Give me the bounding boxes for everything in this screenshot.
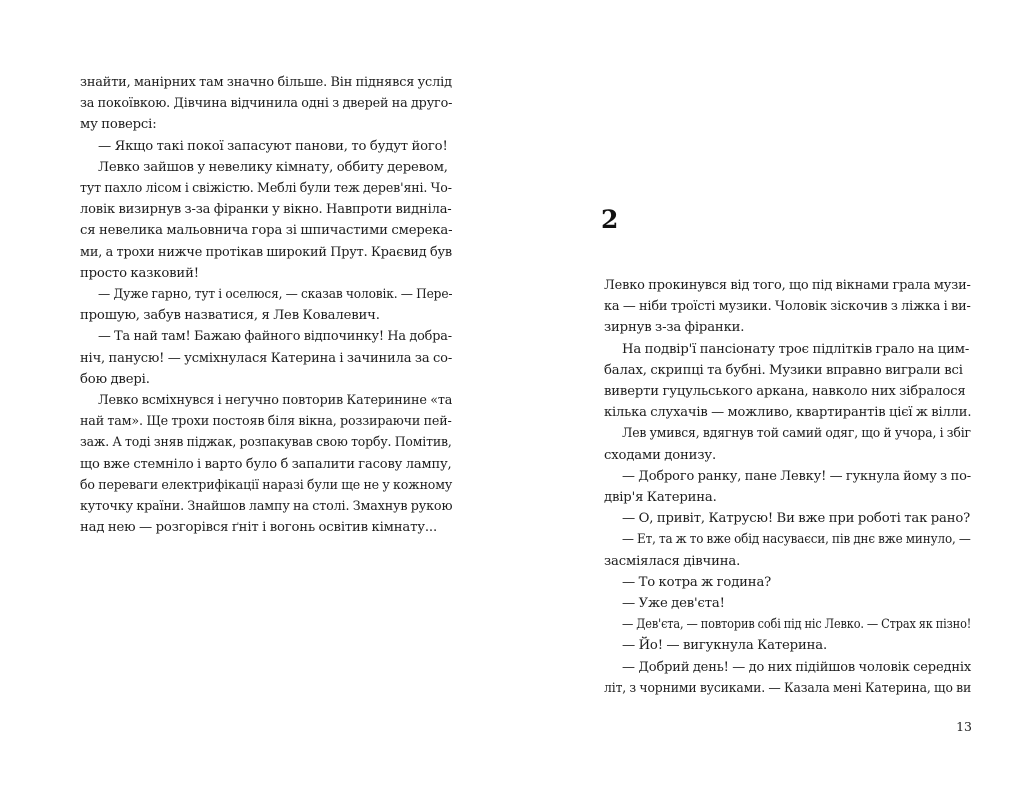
right-page-text bbox=[604, 275, 971, 699]
text-line: що вже стемніло і варто було б запалити гасову лампу, bbox=[80, 456, 452, 472]
text-line: ся невелика мальовнича гора зі шпичастими смерека- bbox=[80, 223, 453, 239]
text-line: ка — ніби троїсті музики. Чоловік зіскочив з ліжка і ви- bbox=[604, 299, 971, 315]
text-line: бою двері. bbox=[80, 371, 150, 387]
text-line: заж. А тоді зняв піджак, розпакував свою торбу. Помітив, bbox=[80, 435, 452, 451]
text-line: — Доброго ранку, пане Левку! — гукнула йому з по- bbox=[622, 468, 971, 484]
text-line: — Якщо такі покої запасуют панови, то будут його! bbox=[98, 138, 448, 154]
text-line: Левко зайшов у невелику кімнату, оббиту деревом, bbox=[98, 159, 448, 175]
text-line: зирнув з-за фіранки. bbox=[604, 320, 745, 336]
text-line: сходами донизу. bbox=[604, 447, 717, 463]
chapter-number: 2 bbox=[601, 205, 619, 234]
text-line: засміялася дівчина. bbox=[604, 553, 741, 569]
text-line: виверти гуцульського аркана, навколо них зібралося bbox=[604, 384, 966, 400]
text-line: куточку країни. Знайшов лампу на столі. Змахнув рукою bbox=[80, 499, 453, 515]
text-line: — То котра ж година? bbox=[622, 574, 772, 590]
text-line: бо переваги електрифікації наразі були ще не у кожному bbox=[80, 477, 453, 493]
text-line: ловік визирнув з-за фіранки у вікно. Навпроти видніла- bbox=[80, 202, 452, 218]
text-line: — Добрий день! — до них підійшов чоловік середніх bbox=[622, 659, 972, 675]
text-line: — Йо! — вигукнула Катерина. bbox=[622, 638, 827, 654]
text-line: знайти, манірних там значно більше. Він піднявся услід bbox=[80, 75, 452, 90]
text-line: кілька слухачів — можливо, квартирантів цієї ж вілли. bbox=[604, 405, 972, 421]
text-line: Левко прокинувся від того, що під вікнами грала музи- bbox=[604, 278, 971, 293]
text-line: Лев умився, вдягнув той самий одяг, що й учора, і збіг bbox=[622, 426, 971, 442]
text-line: тут пахло лісом і свіжістю. Меблі були теж дерев'яні. Чо- bbox=[80, 181, 452, 197]
left-page-text bbox=[80, 72, 452, 538]
text-line: най там». Ще трохи постояв біля вікна, роззираючи пей- bbox=[80, 414, 452, 430]
text-line: літ, з чорними вусиками. — Казала мені Катерина, що ви bbox=[604, 680, 972, 696]
text-line: — Уже дев'єта! bbox=[622, 596, 725, 612]
text-line: за покоївкою. Дівчина відчинила одні з дверей на друго- bbox=[80, 96, 453, 112]
text-line: над нею — розгорівся ґніт і вогонь освітив кімнату... bbox=[80, 520, 437, 536]
text-line: На подвір'ї пансіонату троє підлітків грало на цим- bbox=[622, 341, 970, 357]
text-line: — Дуже гарно, тут і оселюся, — сказав чоловік. — Пере- bbox=[98, 287, 453, 303]
text-line: двір'я Катерина. bbox=[604, 490, 717, 506]
text-line: балах, скрипці та бубні. Музики вправно виграли всі bbox=[604, 362, 963, 378]
page-number: 13 bbox=[956, 719, 972, 734]
text-line: ми, а трохи нижче протікав широкий Прут. Краєвид був bbox=[80, 244, 452, 260]
text-line: ніч, панусю! — усміхнулася Катерина і зачинила за со- bbox=[80, 350, 453, 366]
text-line: — Дев'єта, — повторив собі під ніс Левко. — Страх як пізно! bbox=[622, 617, 972, 633]
right-page bbox=[512, 0, 1024, 786]
text-line: — Та най там! Бажаю файного відпочинку! На добра- bbox=[98, 329, 452, 345]
text-line: — Ет, та ж то вже обід насуваєси, пів днє вже минуло, — bbox=[622, 532, 971, 548]
text-line: Левко всміхнувся і негучно повторив Катеринине «та bbox=[98, 393, 453, 409]
text-line: — О, привіт, Катрусю! Ви вже при роботі так рано? bbox=[622, 511, 971, 527]
text-line: прошую, забув назватися, я Лев Ковалевич. bbox=[80, 308, 380, 324]
text-line: му поверсі: bbox=[80, 117, 157, 133]
text-line: просто казковий! bbox=[80, 265, 199, 281]
